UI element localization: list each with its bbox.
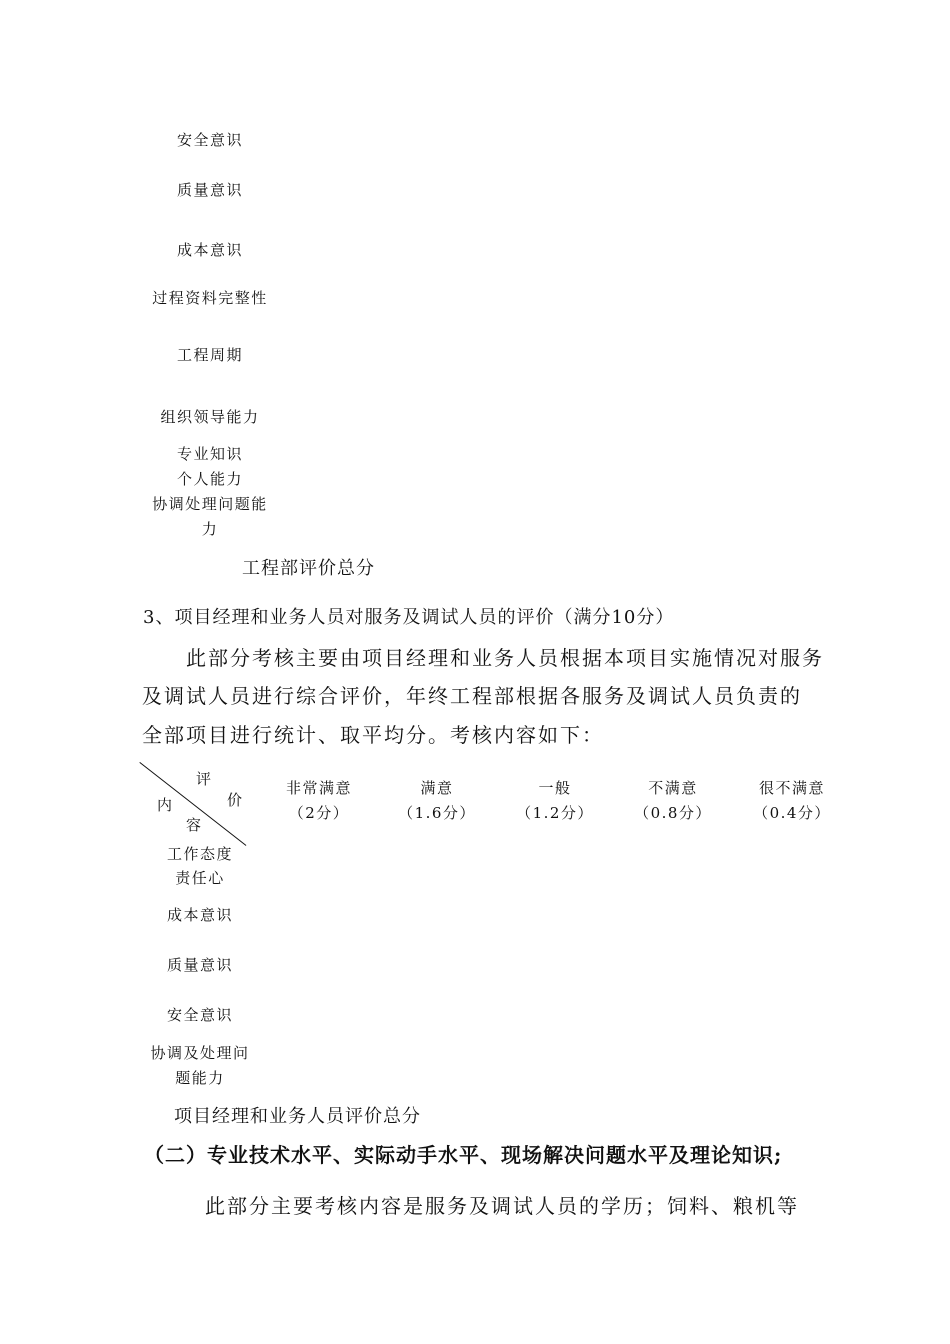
row-label-safety: 安全意识 [166, 1006, 233, 1024]
row-label-coordination-cont: 题能力 [175, 1069, 225, 1087]
row-label-ability: 个人能力 [176, 470, 243, 488]
table2-corner-ping: 评 [196, 770, 213, 788]
column-header-very-unsatisfied [737, 776, 847, 826]
row-label-knowledge: 专业知识 [176, 445, 243, 463]
column-name: 非常满意 [285, 779, 352, 797]
row-label-leadership: 组织领导能力 [160, 408, 260, 426]
column-name: 很不满意 [758, 779, 825, 797]
column-header-satisfied [382, 776, 492, 826]
row-label-documents: 过程资料完整性 [152, 289, 268, 307]
row-label-cost: 成本意识 [176, 241, 243, 259]
section-two-heading: （二）专业技术水平、实际动手水平、现场解决问题水平及理论知识; [144, 1143, 783, 1167]
row-label-safety: 安全意识 [176, 131, 243, 149]
column-name: 不满意 [648, 779, 698, 797]
column-score: （2分） [288, 804, 350, 822]
table2-total: 项目经理和业务人员评价总分 [174, 1106, 421, 1127]
column-score: （0.4分） [753, 804, 831, 822]
row-label-coordination-cont: 力 [201, 520, 219, 538]
section3-paragraph-line3: 全部项目进行统计、取平均分。考核内容如下： [142, 723, 604, 747]
column-score: （1.2分） [516, 804, 594, 822]
column-header-average [500, 776, 610, 826]
table2-corner-jia: 价 [227, 791, 244, 809]
column-header-unsatisfied [618, 776, 728, 826]
column-header-very-satisfied [264, 776, 374, 826]
section3-heading: 3、项目经理和业务人员对服务及调试人员的评价（满分10分） [143, 607, 675, 628]
table1-total: 工程部评价总分 [242, 558, 375, 579]
section-two-paragraph-line1: 此部分主要考核内容是服务及调试人员的学历；饲料、粮机等 [205, 1194, 799, 1218]
row-label-cost: 成本意识 [166, 906, 233, 924]
row-label-quality: 质量意识 [166, 956, 233, 974]
section3-paragraph-line2: 及调试人员进行综合评价，年终工程部根据各服务及调试人员负责的 [142, 684, 802, 708]
section3-paragraph-line1: 此部分考核主要由项目经理和业务人员根据本项目实施情况对服务 [186, 646, 824, 670]
column-score: （1.6分） [398, 804, 476, 822]
table2-corner-nei: 内 [157, 796, 174, 814]
column-score: （0.8分） [634, 804, 712, 822]
column-name: 一般 [538, 779, 572, 797]
row-label-coordination: 协调处理问题能 [152, 495, 268, 513]
row-label-coordination: 协调及处理问 [150, 1044, 250, 1062]
row-label-period: 工程周期 [176, 346, 243, 364]
row-label-responsibility: 责任心 [175, 869, 225, 887]
column-name: 满意 [420, 779, 454, 797]
row-label-attitude: 工作态度 [166, 845, 233, 863]
table2-corner-rong: 容 [186, 816, 203, 834]
row-label-quality: 质量意识 [176, 181, 243, 199]
